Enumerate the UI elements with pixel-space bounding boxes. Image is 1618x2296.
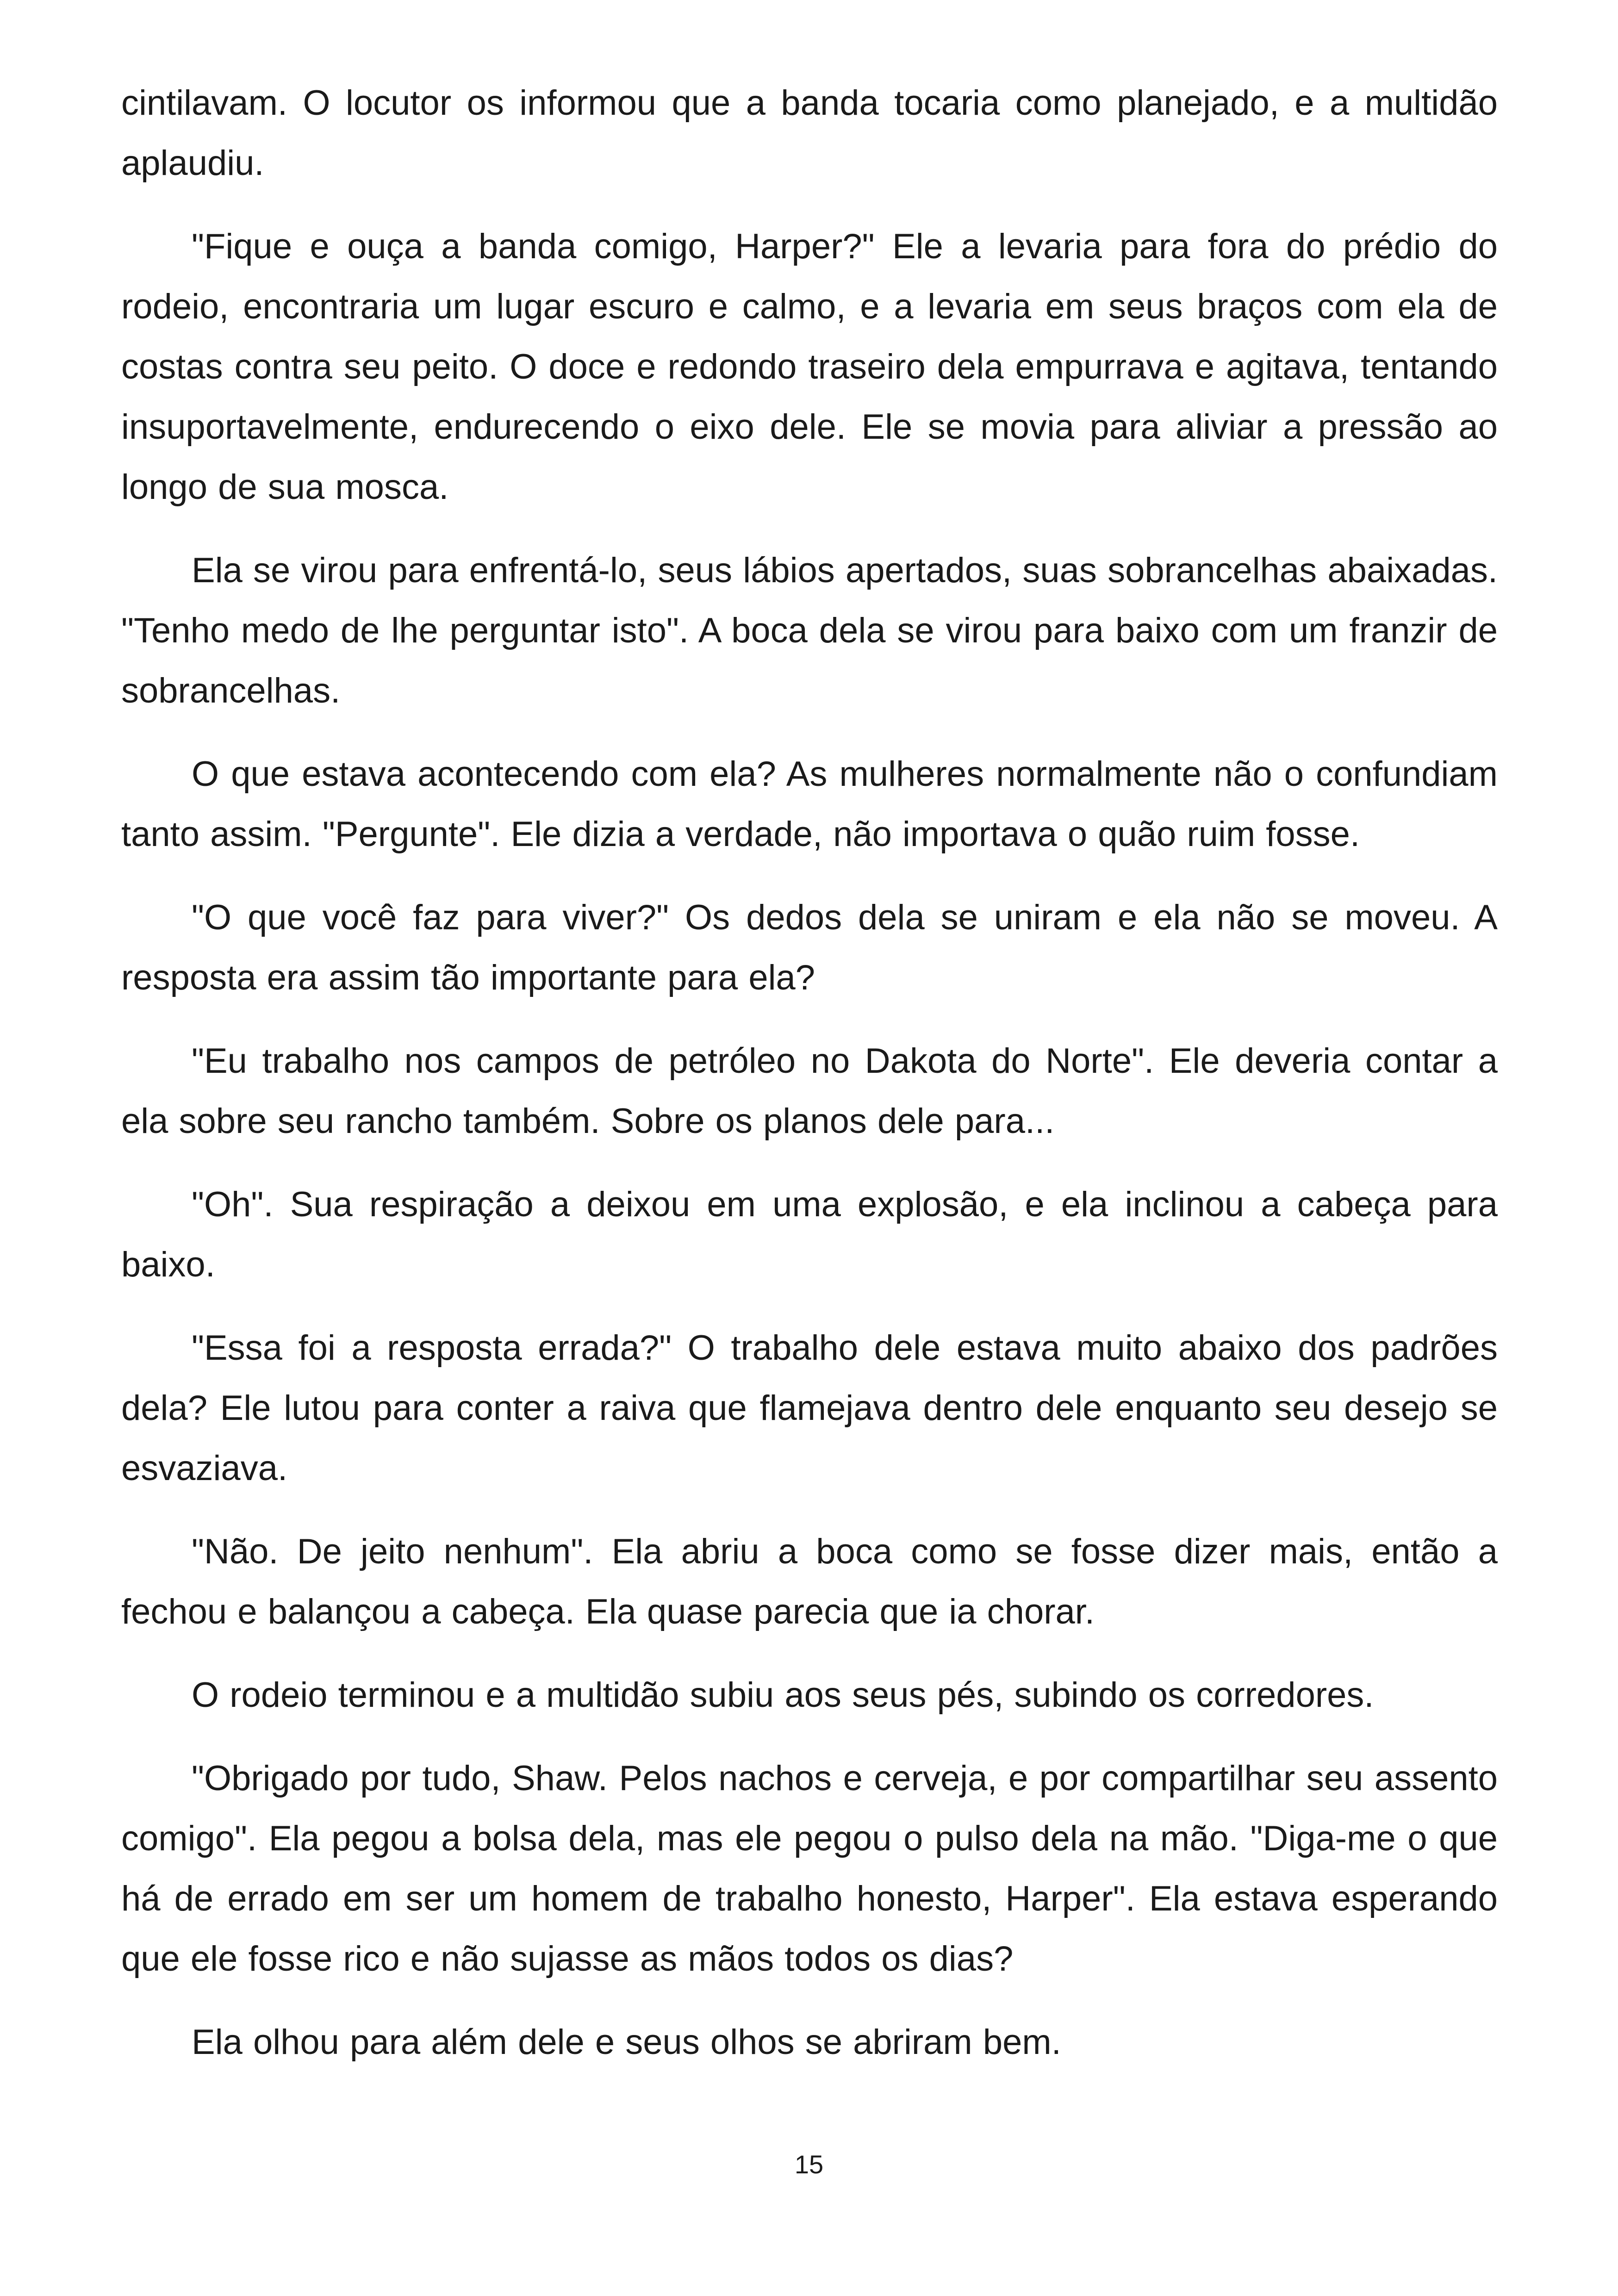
paragraph: O rodeio terminou e a multidão subiu aos seus pés, subindo os corredores. <box>192 1675 1374 1715</box>
paragraph: Ela olhou para além dele e seus olhos se abriram bem. <box>192 2022 1061 2062</box>
paragraph: O que estava acontecendo com ela? As mulheres normalmente não o confundiam tanto assim. "Pergunte". Ele dizia a verdade, não importava o quão ruim fosse. <box>121 754 1498 854</box>
paragraph: "O que você faz para viver?" Os dedos dela se uniram e ela não se moveu. A resposta era assim tão importante para ela? <box>121 898 1498 997</box>
paragraph: "Eu trabalho nos campos de petróleo no Dakota do Norte". Ele deveria contar a ela sobre seu rancho também. Sobre os planos dele para... <box>121 1041 1498 1141</box>
paragraph: "Não. De jeito nenhum". Ela abriu a boca como se fosse dizer mais, então a fechou e balançou a cabeça. Ela quase parecia que ia chorar. <box>121 1532 1498 1631</box>
paragraph: cintilavam. O locutor os informou que a banda tocaria como planejado, e a multidão aplaudiu. <box>121 83 1498 183</box>
paragraph: "Fique e ouça a banda comigo, Harper?" Ele a levaria para fora do prédio do rodeio, encontraria um lugar escuro e calmo, e a levaria em seus braços com ela de costas contra seu peito. O doce e redondo traseiro dela empurrava e agitava, tentando insuportavelmente, endurecendo o eixo dele. Ele se movia para aliviar a pressão ao longo de sua mosca. <box>121 227 1498 507</box>
body-text <box>121 73 1498 2096</box>
page-number: 15 <box>794 2150 824 2179</box>
paragraph: Ela se virou para enfrentá-lo, seus lábios apertados, suas sobrancelhas abaixadas. "Tenho medo de lhe perguntar isto". A boca dela se virou para baixo com um franzir de sobrancelhas. <box>121 551 1498 710</box>
paragraph: "Obrigado por tudo, Shaw. Pelos nachos e cerveja, e por compartilhar seu assento comigo". Ela pegou a bolsa dela, mas ele pegou o pulso dela na mão. "Diga-me o que há de errado em ser um homem de trabalho honesto, Harper". Ela estava esperando que ele fosse rico e não sujasse as mãos todos os dias? <box>121 1759 1498 1979</box>
paragraph: "Oh". Sua respiração a deixou em uma explosão, e ela inclinou a cabeça para baixo. <box>121 1185 1498 1284</box>
paragraph: "Essa foi a resposta errada?" O trabalho dele estava muito abaixo dos padrões dela? Ele lutou para conter a raiva que flamejava dentro dele enquanto seu desejo se esvaziava. <box>121 1328 1498 1488</box>
